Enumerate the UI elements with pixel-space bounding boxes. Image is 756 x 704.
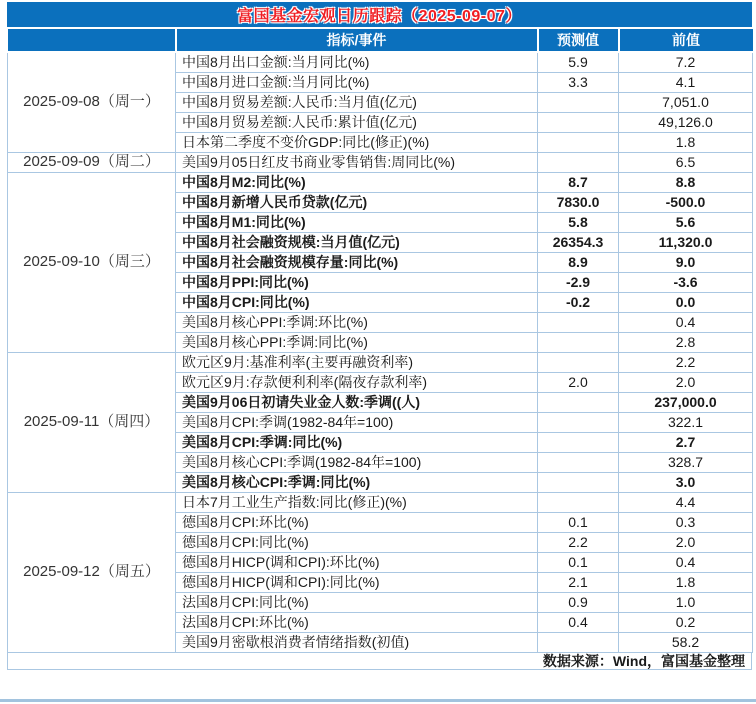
forecast-cell: 0.1 <box>538 552 619 572</box>
indicator-cell: 美国9月05日红皮书商业零售销售:周同比(%) <box>176 152 538 172</box>
forecast-cell <box>538 632 619 652</box>
forecast-cell: 26354.3 <box>538 232 619 252</box>
col-header-previous: 前值 <box>619 29 753 52</box>
table-row <box>8 172 753 192</box>
indicator-cell: 欧元区9月:存款便利利率(隔夜存款利率) <box>176 372 538 392</box>
footer-row <box>7 653 752 670</box>
forecast-cell: 8.9 <box>538 252 619 272</box>
forecast-cell: 0.9 <box>538 592 619 612</box>
forecast-cell <box>538 392 619 412</box>
previous-cell: -3.6 <box>619 272 753 292</box>
table-row <box>8 152 753 172</box>
indicator-cell: 美国8月核心CPI:季调(1982-84年=100) <box>176 452 538 472</box>
forecast-cell <box>538 352 619 372</box>
forecast-cell <box>538 412 619 432</box>
previous-cell: 328.7 <box>619 452 753 472</box>
indicator-cell: 德国8月HICP(调和CPI):同比(%) <box>176 572 538 592</box>
page-title: 富国基金宏观日历跟踪（2025-09-07） <box>237 8 522 25</box>
previous-cell: 3.0 <box>619 472 753 492</box>
title-bar <box>7 2 752 27</box>
date-cell: 2025-09-08（周一） <box>8 52 176 152</box>
previous-cell: 8.8 <box>619 172 753 192</box>
indicator-cell: 日本第二季度不变价GDP:同比(修正)(%) <box>176 132 538 152</box>
calendar-table-container <box>7 2 752 670</box>
previous-cell: 2.0 <box>619 372 753 392</box>
bottom-accent-bar <box>0 699 756 702</box>
forecast-cell: 0.4 <box>538 612 619 632</box>
forecast-cell: -0.2 <box>538 292 619 312</box>
indicator-cell: 中国8月贸易差额:人民币:当月值(亿元) <box>176 92 538 112</box>
corner-header-cell <box>8 29 176 52</box>
indicator-cell: 美国9月密歇根消费者情绪指数(初值) <box>176 632 538 652</box>
previous-cell: 2.0 <box>619 532 753 552</box>
indicator-cell: 德国8月HICP(调和CPI):环比(%) <box>176 552 538 572</box>
table-header <box>8 29 753 52</box>
previous-cell: 58.2 <box>619 632 753 652</box>
forecast-cell: 8.7 <box>538 172 619 192</box>
indicator-cell: 美国8月核心PPI:季调:同比(%) <box>176 332 538 352</box>
previous-cell: -500.0 <box>619 192 753 212</box>
forecast-cell <box>538 492 619 512</box>
indicator-cell: 中国8月出口金额:当月同比(%) <box>176 52 538 72</box>
previous-cell: 0.0 <box>619 292 753 312</box>
table-body <box>8 52 753 652</box>
forecast-cell <box>538 92 619 112</box>
forecast-cell <box>538 132 619 152</box>
previous-cell: 9.0 <box>619 252 753 272</box>
previous-cell: 6.5 <box>619 152 753 172</box>
indicator-cell: 美国9月06日初请失业金人数:季调((人) <box>176 392 538 412</box>
previous-cell: 0.4 <box>619 312 753 332</box>
forecast-cell <box>538 452 619 472</box>
indicator-cell: 德国8月CPI:同比(%) <box>176 532 538 552</box>
col-header-forecast: 预测值 <box>538 29 619 52</box>
previous-cell: 322.1 <box>619 412 753 432</box>
indicator-cell: 中国8月PPI:同比(%) <box>176 272 538 292</box>
forecast-cell: 2.0 <box>538 372 619 392</box>
previous-cell: 1.8 <box>619 132 753 152</box>
table-row <box>8 352 753 372</box>
indicator-cell: 中国8月社会融资规模:当月值(亿元) <box>176 232 538 252</box>
data-source-note: 数据来源：Wind，富国基金整理 <box>542 652 745 669</box>
previous-cell: 237,000.0 <box>619 392 753 412</box>
macro-calendar-table <box>7 29 753 653</box>
forecast-cell <box>538 312 619 332</box>
table-row <box>8 52 753 72</box>
forecast-cell: 5.9 <box>538 52 619 72</box>
indicator-cell: 中国8月新增人民币贷款(亿元) <box>176 192 538 212</box>
col-header-indicator: 指标/事件 <box>176 29 538 52</box>
forecast-cell: 3.3 <box>538 72 619 92</box>
forecast-cell: 2.1 <box>538 572 619 592</box>
previous-cell: 2.7 <box>619 432 753 452</box>
previous-cell: 4.1 <box>619 72 753 92</box>
previous-cell: 1.0 <box>619 592 753 612</box>
indicator-cell: 中国8月M2:同比(%) <box>176 172 538 192</box>
previous-cell: 5.6 <box>619 212 753 232</box>
forecast-cell <box>538 332 619 352</box>
indicator-cell: 中国8月贸易差额:人民币:累计值(亿元) <box>176 112 538 132</box>
date-cell: 2025-09-11（周四） <box>8 352 176 492</box>
previous-cell: 7.2 <box>619 52 753 72</box>
indicator-cell: 美国8月核心PPI:季调:环比(%) <box>176 312 538 332</box>
previous-cell: 0.2 <box>619 612 753 632</box>
indicator-cell: 中国8月社会融资规模存量:同比(%) <box>176 252 538 272</box>
forecast-cell: 5.8 <box>538 212 619 232</box>
indicator-cell: 法国8月CPI:环比(%) <box>176 612 538 632</box>
previous-cell: 7,051.0 <box>619 92 753 112</box>
previous-cell: 49,126.0 <box>619 112 753 132</box>
indicator-cell: 欧元区9月:基准利率(主要再融资利率) <box>176 352 538 372</box>
forecast-cell <box>538 152 619 172</box>
forecast-cell: 2.2 <box>538 532 619 552</box>
date-cell: 2025-09-10（周三） <box>8 172 176 352</box>
previous-cell: 2.8 <box>619 332 753 352</box>
previous-cell: 0.4 <box>619 552 753 572</box>
forecast-cell: -2.9 <box>538 272 619 292</box>
date-cell: 2025-09-12（周五） <box>8 492 176 652</box>
previous-cell: 0.3 <box>619 512 753 532</box>
previous-cell: 11,320.0 <box>619 232 753 252</box>
indicator-cell: 法国8月CPI:同比(%) <box>176 592 538 612</box>
indicator-cell: 美国8月核心CPI:季调:同比(%) <box>176 472 538 492</box>
indicator-cell: 中国8月M1:同比(%) <box>176 212 538 232</box>
forecast-cell: 7830.0 <box>538 192 619 212</box>
forecast-cell: 0.1 <box>538 512 619 532</box>
forecast-cell <box>538 112 619 132</box>
indicator-cell: 美国8月CPI:季调:同比(%) <box>176 432 538 452</box>
previous-cell: 1.8 <box>619 572 753 592</box>
forecast-cell <box>538 432 619 452</box>
previous-cell: 2.2 <box>619 352 753 372</box>
indicator-cell: 德国8月CPI:环比(%) <box>176 512 538 532</box>
indicator-cell: 中国8月进口金额:当月同比(%) <box>176 72 538 92</box>
previous-cell: 4.4 <box>619 492 753 512</box>
forecast-cell <box>538 472 619 492</box>
indicator-cell: 中国8月CPI:同比(%) <box>176 292 538 312</box>
table-row <box>8 492 753 512</box>
date-cell: 2025-09-09（周二） <box>8 152 176 172</box>
indicator-cell: 日本7月工业生产指数:同比(修正)(%) <box>176 492 538 512</box>
indicator-cell: 美国8月CPI:季调(1982-84年=100) <box>176 412 538 432</box>
